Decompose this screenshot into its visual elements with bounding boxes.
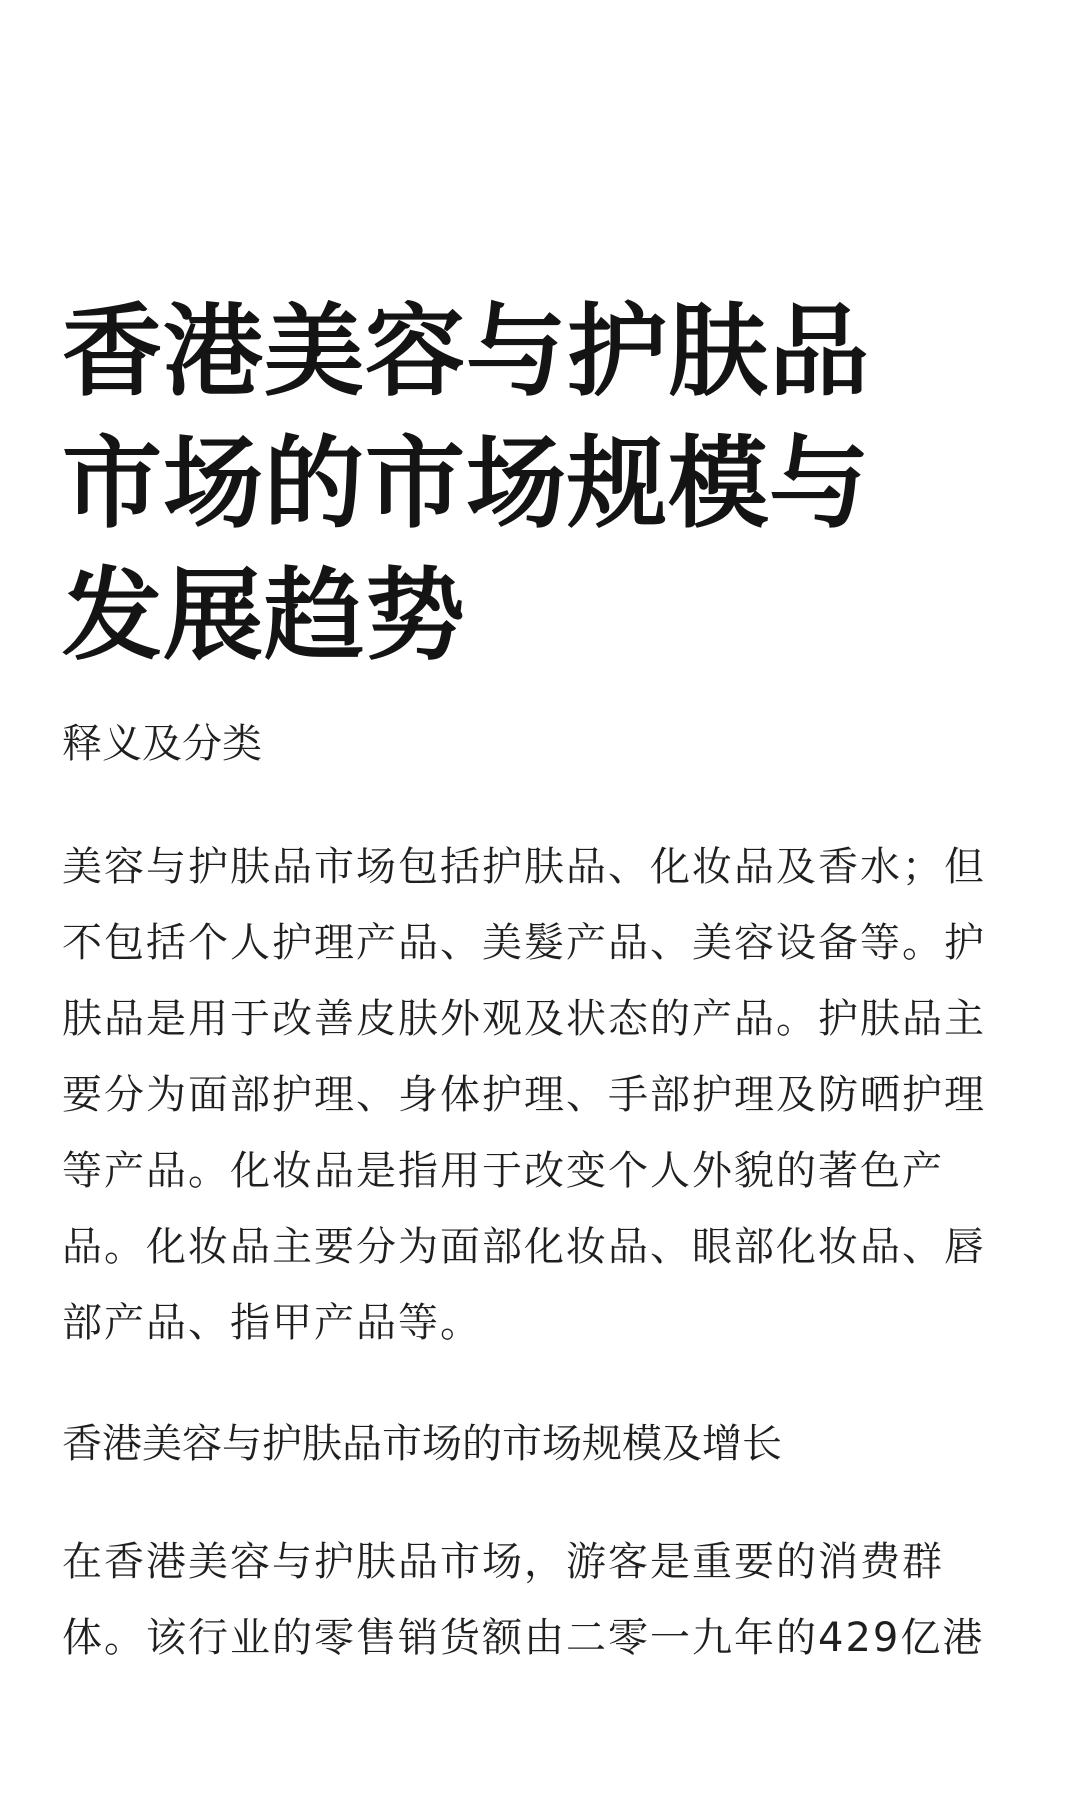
paragraph-line: 体。该行业的零售销货额由二零一九年的429亿港 [62,1615,985,1661]
paragraph-line: 肤品是用于改善皮肤外观及状态的产品。护肤品主 [62,996,986,1042]
paragraph-line: 美容与护肤品市场包括护肤品、化妆品及香水；但 [62,844,986,890]
section-paragraph-market-size [62,1524,1042,1676]
paragraph-line: 等产品。化妆品是指用于改变个人外貌的著色产 [62,1148,944,1194]
section-heading-definition: 释义及分类 [62,721,262,767]
title-line: 发展趋势 [62,556,466,674]
section-heading-market-size: 香港美容与护肤品市场的市场规模及增长 [62,1421,782,1467]
title-line: 市场的市场规模与 [62,424,870,542]
paragraph-line: 品。化妆品主要分为面部化妆品、眼部化妆品、唇 [62,1224,986,1270]
paragraph-line: 要分为面部护理、身体护理、手部护理及防晒护理 [62,1072,986,1118]
paragraph-line: 在香港美容与护肤品市场，游客是重要的消费群 [62,1539,944,1585]
paragraph-line: 部产品、指甲产品等。 [62,1300,482,1346]
section-paragraph-definition [62,829,1042,1361]
paragraph-line: 不包括个人护理产品、美髮产品、美容设备等。护 [62,920,986,966]
title-line: 香港美容与护肤品 [62,292,870,410]
article-title [62,285,962,681]
